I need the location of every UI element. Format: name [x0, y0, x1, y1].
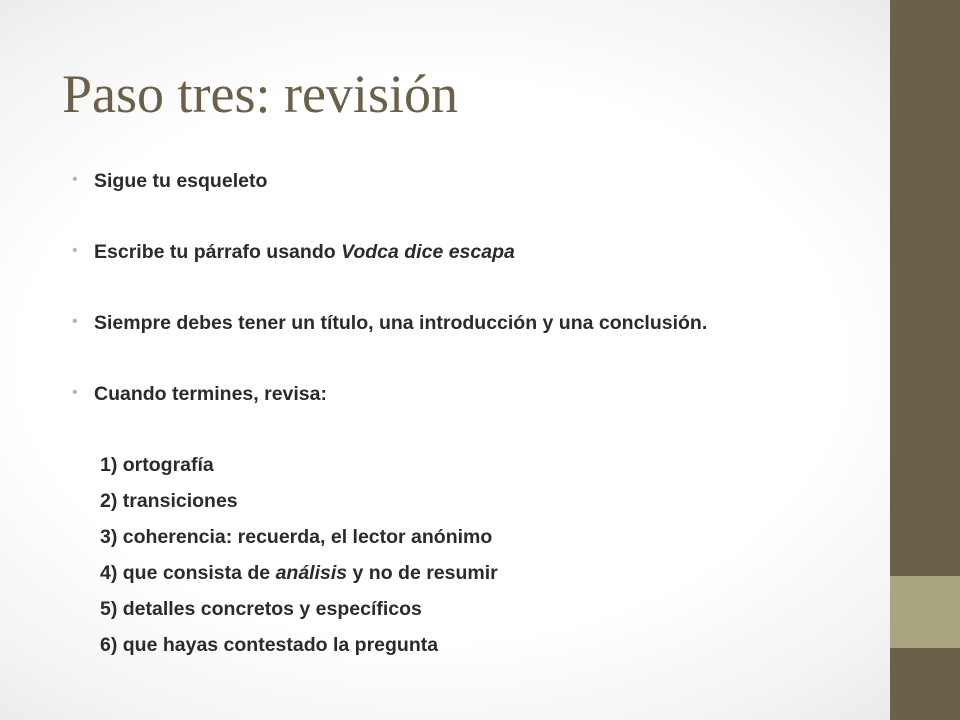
checklist-text: 1) ortografía: [100, 454, 214, 476]
checklist-text: 5) detalles concretos y específicos: [100, 598, 422, 620]
checklist-item-detalles: [72, 598, 872, 634]
bullet-italic-text: Vodca dice escapa: [341, 241, 515, 263]
bullet-item-revisa: [72, 383, 872, 454]
slide-body: [72, 170, 872, 670]
bullet-icon: •: [72, 171, 78, 188]
bullet-icon: •: [72, 242, 78, 259]
checklist-item-ortografia: [72, 454, 872, 490]
side-accent-decoration: [890, 576, 960, 648]
checklist-text: y no de resumir: [347, 562, 498, 584]
checklist-text: 2) transiciones: [100, 490, 238, 512]
bullet-item-esqueleto: [72, 170, 872, 241]
checklist-text: 4) que consista de: [100, 562, 276, 584]
checklist-italic-text: análisis: [275, 562, 348, 584]
checklist-item-transiciones: [72, 490, 872, 526]
checklist-text: 3) coherencia: recuerda, el lector anónimo: [100, 526, 493, 548]
checklist-item-analisis: [72, 562, 872, 598]
bullet-icon: •: [72, 384, 78, 401]
bullet-text: Sigue tu esqueleto: [94, 170, 268, 192]
checklist-item-pregunta: [72, 634, 872, 670]
bullet-item-titulo: [72, 312, 872, 383]
bullet-item-parrafo: [72, 241, 872, 312]
bullet-text: Cuando termines, revisa:: [94, 383, 327, 405]
bullet-text: Siempre debes tener un título, una introducción y una conclusión.: [94, 312, 708, 334]
checklist-item-coherencia: [72, 526, 872, 562]
bullet-icon: •: [72, 313, 78, 330]
slide-title: Paso tres: revisión: [62, 64, 458, 124]
bullet-text: Escribe tu párrafo usando: [94, 241, 342, 263]
checklist-text: 6) que hayas contestado la pregunta: [100, 634, 439, 656]
